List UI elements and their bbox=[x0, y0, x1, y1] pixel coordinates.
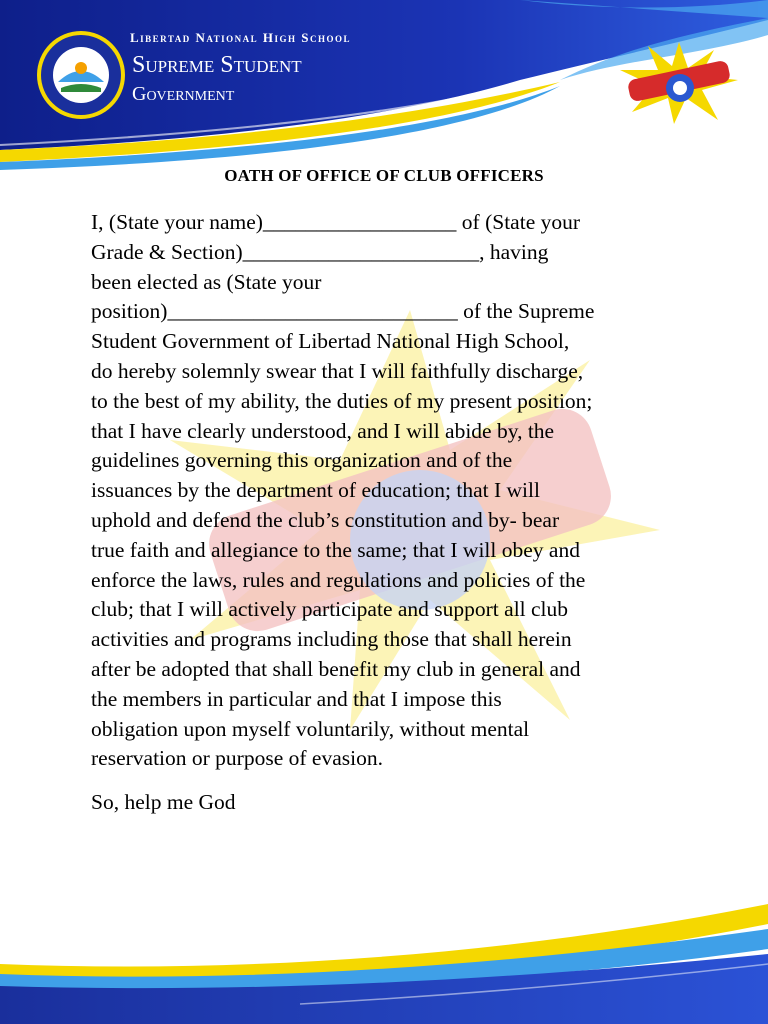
school-name: Libertad National High School bbox=[130, 30, 352, 45]
school-seal-icon bbox=[36, 30, 126, 120]
org-name-line2: Government bbox=[132, 83, 235, 105]
footer-banner bbox=[0, 894, 768, 1024]
oath-body: I, (State your name)__________________ of (State your Grade & Section)______________________, having been elected as (State your position)___________________________ of the Supreme Student Government of Libertad National High School, do hereby solemnly swear that I will faithfully discharge, to the best of my ability, the duties of my present position; that I have clearly understood, and I will abide by, the guidelines governing this organization and of the issuances by the department of education; that I will uphold and defend the club’s constitution and by- bear true faith and allegiance to the same; that I will obey and enforce the laws, rules and regulations and policies of the club; that I will actively participate and support all club activities and programs including those that shall herein after be adopted that shall benefit my club in general and the members in particular and that I impose this obligation upon myself voluntarily, without mental reservation or purpose of evasion. bbox=[91, 210, 595, 771]
document-title: OATH OF OFFICE OF CLUB OFFICERS bbox=[224, 166, 544, 185]
org-name-line1: Supreme Student bbox=[132, 52, 302, 78]
oath-closing: So, help me God bbox=[91, 790, 236, 814]
ssg-sun-emblem-icon bbox=[618, 40, 740, 124]
